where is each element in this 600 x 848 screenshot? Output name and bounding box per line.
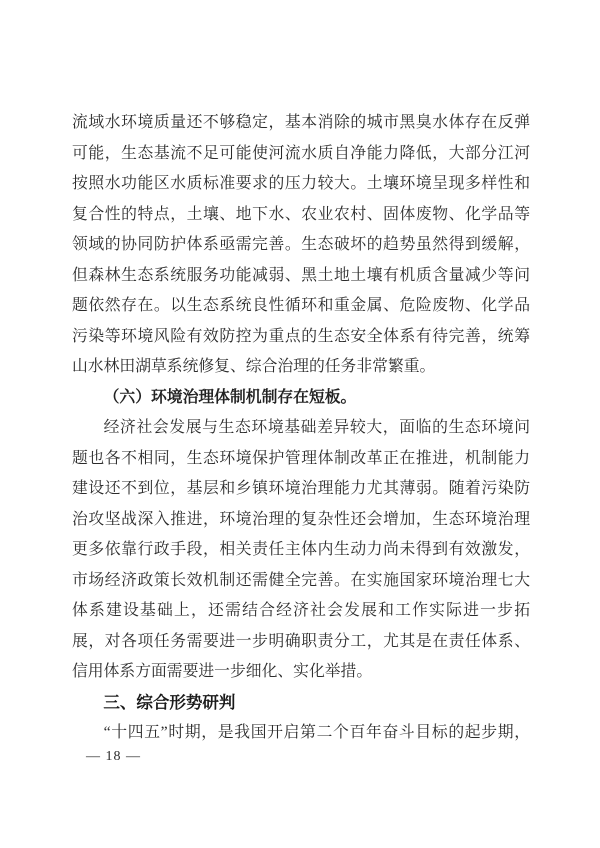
text-line: “十四五”时期，是我国开启第二个百年奋斗目标的起步期， <box>103 724 530 741</box>
section-heading-three: 三、综合形势研判 <box>103 693 236 712</box>
paragraph-continuation <box>72 108 530 383</box>
subheading-item-six: （六）环境治理体制机制存在短板。 <box>103 388 357 406</box>
text-line: 但森林生态系统服务功能减弱、黑土地土壤有机质含量减少等问 <box>72 266 530 284</box>
page-content <box>72 108 530 749</box>
text-line: 按照水功能区水质标准要求的压力较大。土壤环境呈现多样性和 <box>72 175 530 192</box>
page-number: — 18 — <box>86 749 141 764</box>
text-line: 信用体系方面需要进一步细化、实化举措。 <box>72 663 373 680</box>
paragraph-section-three <box>72 718 530 749</box>
text-line: 经济社会发展与生态环境基础差异较大，面临的生态环境问 <box>103 419 530 436</box>
text-line: 题也各不相同，生态环境保护管理体制改革正在推进，机制能力 <box>72 449 530 467</box>
text-line: 更多依靠行政手段，相关责任主体内生动力尚未得到有效激发， <box>72 541 530 558</box>
text-line: 展，对各项任务需要进一步明确职责分工，尤其是在责任体系、 <box>72 632 530 650</box>
paragraph-item-six <box>72 413 530 688</box>
text-line: 流域水环境质量还不够稳定，基本消除的城市黑臭水体存在反弹 <box>72 114 530 131</box>
text-line: 建设还不到位，基层和乡镇环境治理能力尤其薄弱。随着污染防 <box>72 480 530 497</box>
text-line: 可能，生态基流不足可能使河流水质自净能力降低，大部分江河 <box>72 144 530 162</box>
text-line: 领域的协同防护体系亟需完善。生态破坏的趋势虽然得到缓解， <box>72 236 530 253</box>
text-line: 山水林田湖草系统修复、综合治理的任务非常繁重。 <box>72 358 436 375</box>
text-line: 复合性的特点，土壤、地下水、农业农村、固体废物、化学品等 <box>72 205 530 223</box>
text-line: 体系建设基础上，还需结合经济社会发展和工作实际进一步拓 <box>72 602 530 619</box>
text-line: 污染等环境风险有效防控为重点的生态安全体系有待完善，统筹 <box>72 327 530 345</box>
text-line: 市场经济政策长效机制还需健全完善。在实施国家环境治理七大 <box>72 571 530 589</box>
text-line: 题依然存在。以生态系统良性循环和重金属、危险废物、化学品 <box>72 297 530 314</box>
text-line: 治攻坚战深入推进，环境治理的复杂性还会增加，生态环境治理 <box>72 510 530 528</box>
